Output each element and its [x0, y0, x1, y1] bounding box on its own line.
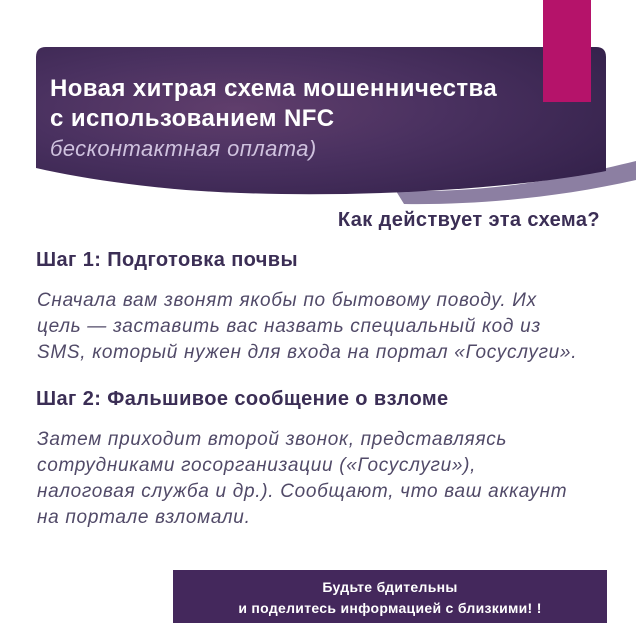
step1-paragraph-line1: Сначала вам звонят якобы по бытовому поводу. Их	[37, 290, 537, 311]
poster-subtitle: бесконтактная оплата)	[50, 136, 317, 161]
step2-paragraph	[37, 427, 567, 531]
footer-banner	[173, 570, 607, 623]
header-title-block	[50, 74, 497, 163]
step1-paragraph	[37, 288, 577, 366]
step2-paragraph-line3: налоговая служба и др.). Сообщают, что ваш аккаунт	[37, 481, 568, 502]
step2-paragraph-line4: на портале взломали.	[37, 507, 251, 528]
step1-paragraph-line2: цель — заставить вас назвать специальный код из	[37, 316, 541, 337]
step1-heading: Шаг 1: Подготовка почвы	[36, 249, 298, 271]
accent-bar	[543, 0, 591, 102]
footer-line2: и поделитесь информацией с близкими! !	[238, 600, 542, 616]
poster-title-line1: Новая хитрая схема мошенничества	[50, 75, 498, 102]
footer-line1: Будьте бдительны	[322, 579, 458, 595]
step2-paragraph-line2: сотрудниками госорганизации («Госуслуги»),	[37, 455, 477, 476]
step2-heading: Шаг 2: Фальшивое сообщение о взломе	[36, 388, 449, 410]
question-heading: Как действует эта схема?	[337, 209, 600, 231]
step2-paragraph-line1: Затем приходит второй звонок, представляясь	[37, 429, 508, 450]
poster-title-line2: с использованием NFC	[50, 105, 335, 132]
step1-paragraph-line3: SMS, который нужен для входа на портал «Госуслуги».	[37, 342, 578, 363]
